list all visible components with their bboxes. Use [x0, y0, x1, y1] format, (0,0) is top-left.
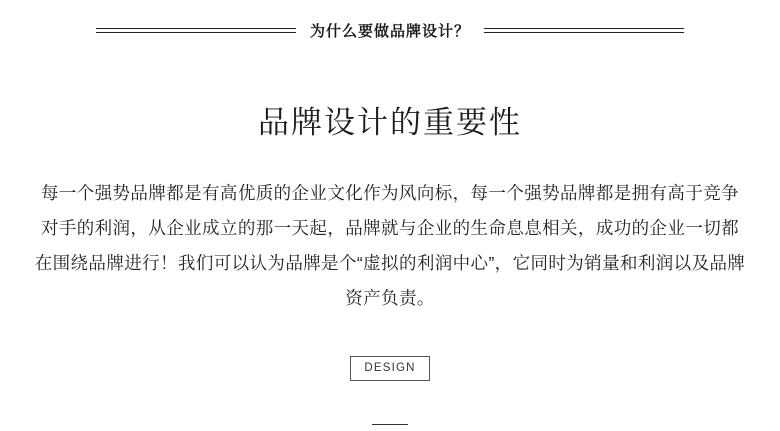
footer-rule-icon [372, 424, 408, 425]
rule-right-icon [484, 28, 684, 33]
kicker-row [0, 20, 780, 41]
slide-canvas [0, 20, 780, 431]
footer-mark-row [0, 424, 780, 425]
page-title: 品牌设计的重要性 [258, 105, 522, 140]
tag-row [0, 356, 780, 381]
kicker-text: 为什么要做品牌设计？ [309, 23, 470, 40]
rule-left-icon [96, 28, 296, 33]
design-tag-badge: DESIGN [350, 356, 429, 381]
body-paragraph: 每一个强势品牌都是有高优质的企业文化作为风向标，每一个强势品牌都是拥有高于竞争对手的利润，从企业成立的那一天起，品牌就与企业的生命息息相关，成功的企业一切都在围绕品牌进行！我们可以认为品牌是个“虚拟的利润中心”，它同时为销量和利润以及品牌资产负责。 [34, 183, 746, 308]
